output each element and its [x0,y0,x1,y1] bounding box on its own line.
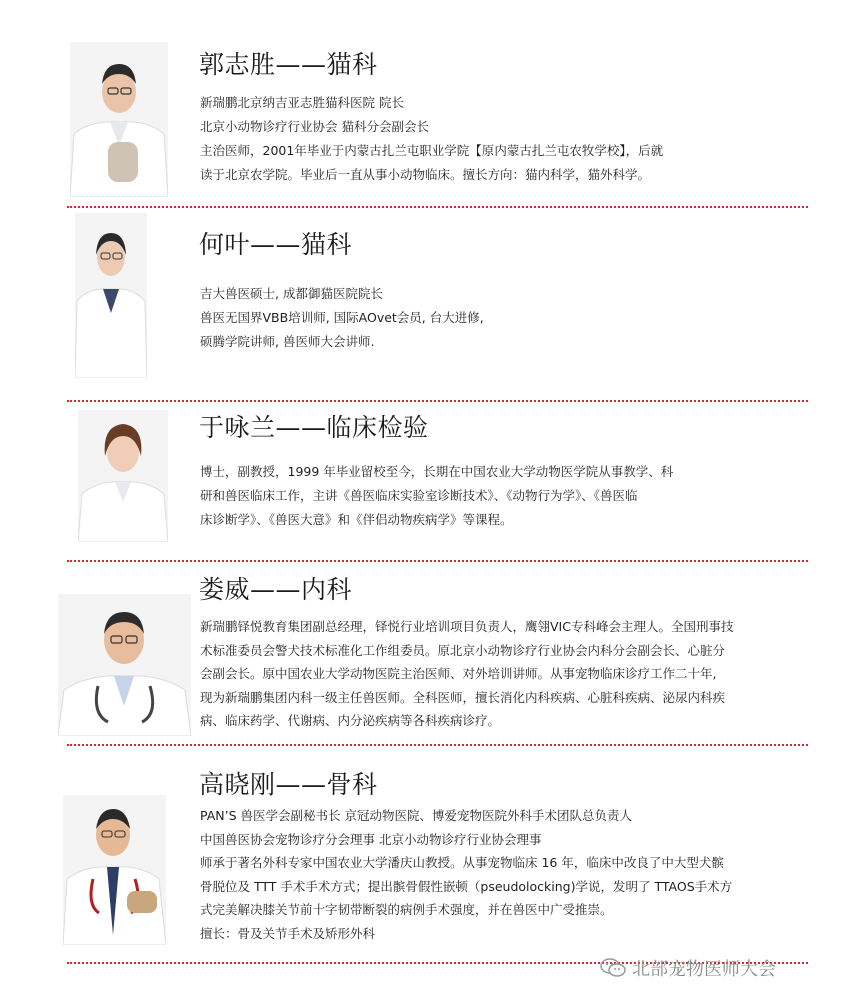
bio-line: 床诊断学》、《兽医大意》和《伴侣动物疾病学》等课程。 [200,512,513,527]
bio-line: 读于北京农学院。毕业后一直从事小动物临床。擅长方向：猫内科学，猫外科学。 [200,167,651,182]
bio-line: 师承于著名外科专家中国农业大学潘庆山教授。从事宠物临床 16 年，临床中改良了中大型犬髌 [200,855,724,870]
dotted-divider [67,560,808,562]
speaker-name: 何叶——猫科 [199,230,353,259]
speaker-photo [70,42,168,197]
bio-line: 式完美解决膝关节前十字韧带断裂的病例手术强度，并在兽医中广受推崇。 [200,902,613,917]
bio-line: 北京小动物诊疗行业协会 猫科分会副会长 [200,119,429,134]
speaker-bio [200,806,810,947]
watermark-text: 北部宠物医师大会 [632,959,776,980]
speaker-bio [200,93,810,189]
bio-line: 术标准委员会警犬技术标准化工作组委员。原北京小动物诊疗行业协会内科分会副会长、心脏分 [200,642,726,658]
bio-line: 病、临床药学、代谢病、内分泌疾病等各科疾病诊疗。 [200,713,501,728]
bio-line: 会副会长。原中国农业大学动物医院主治医师、对外培训讲师。从事宠物临床诊疗工作二十年, [200,666,717,681]
speaker-name: 高晓刚——骨科 [199,770,378,799]
bio-line: 中国兽医协会宠物诊疗分会理事 北京小动物诊疗行业协会理事 [200,831,542,847]
bio-line: 骨脱位及 TTT 手术手术方式；提出髌骨假性嵌顿（pseudolocking)学说，发明了 TTAOS手术方 [200,878,733,894]
bio-line: 兽医无国界VBB培训师, 国际AOvet会员, 台大进修, [200,310,484,325]
speaker-bio [200,462,810,534]
bio-line: 博士，副教授，1999 年毕业留校至今，长期在中国农业大学动物医学院从事教学、科 [200,464,674,479]
bio-line: 主治医师，2001年毕业于内蒙古扎兰屯职业学院【原内蒙古扎兰屯农牧学校】，后就 [200,143,664,158]
bio-line: 研和兽医临床工作，主讲《兽医临床实验室诊断技术》、《动物行为学》、《兽医临 [200,488,638,503]
bio-line: 硕腾学院讲师, 兽医师大会讲师. [200,334,375,349]
speaker-photo [75,213,147,378]
dotted-divider [67,744,808,746]
bio-line: 新瑞鹏北京纳吉亚志胜猫科医院 院长 [200,95,404,110]
speaker-bio [200,284,810,356]
speaker-name: 娄威——内科 [199,575,353,604]
speaker-name: 于咏兰——临床检验 [199,413,429,442]
account-watermark [600,955,776,981]
speaker-bio [200,617,810,735]
bio-line: PAN’S 兽医学会副秘书长 京冠动物医院、博爱宠物医院外科手术团队总负责人 [200,808,632,823]
bio-line: 擅长：骨及关节手术及矫形外科 [200,925,376,941]
speaker-photo [63,795,166,945]
dotted-divider [67,206,808,208]
speaker-name: 郭志胜——猫科 [199,50,378,79]
bio-line: 新瑞鹏铎悦教育集团副总经理，铎悦行业培训项目负责人，鹰翎VIC专科峰会主理人。全国刑事技 [200,619,734,634]
bio-line: 现为新瑞鹏集团内科一级主任兽医师。全科医师，擅长消化内科疾病、心脏科疾病、泌尿内科疾 [200,689,726,705]
speaker-photo [58,594,191,736]
speaker-photo [78,410,168,542]
dotted-divider [67,400,808,402]
wechat-icon [600,957,626,979]
bio-line: 吉大兽医硕士, 成都御猫医院院长 [200,286,383,301]
